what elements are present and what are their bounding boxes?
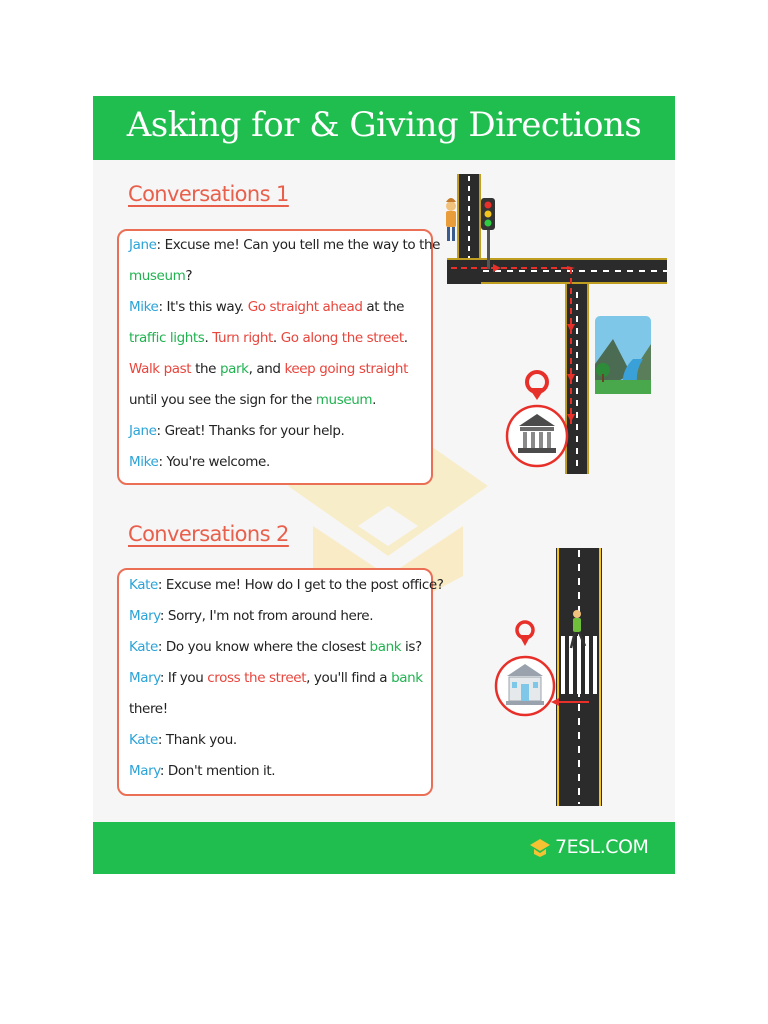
dialogue-text: : Excuse me! Can you tell me the way to the: [156, 237, 441, 253]
museum-icon: [507, 406, 567, 466]
speaker-name: Jane: [129, 423, 157, 439]
dialogue-text: .: [403, 330, 408, 346]
brand-logo[interactable]: [529, 834, 651, 862]
highlighted-phrase: Go straight ahead: [247, 299, 363, 315]
speaker-name: Mike: [129, 299, 159, 315]
speaker-name: Mary: [129, 670, 160, 686]
dialogue-text: .: [272, 330, 281, 346]
dialogue-text: , and: [248, 361, 285, 377]
dialogue-text: : Excuse me! How do I get to the post office?: [157, 577, 444, 593]
dialogue-text: there!: [129, 701, 168, 717]
highlighted-phrase: bank: [369, 639, 402, 655]
highlighted-phrase: keep going straight: [284, 361, 408, 377]
highlighted-phrase: cross the street: [207, 670, 307, 686]
dialogue-line: [129, 763, 275, 779]
map-pin-icon: [517, 622, 533, 646]
highlighted-phrase: Turn right: [212, 330, 273, 346]
dialogue-line: [129, 299, 404, 315]
dialogue-text: : You're welcome.: [158, 454, 270, 470]
dialogue-line: [129, 268, 192, 284]
dialogue-text: : Sorry, I'm not from around here.: [159, 608, 374, 624]
dialogue-line: [129, 423, 344, 439]
conversation-1-box: [117, 229, 441, 485]
highlighted-phrase: Walk past: [129, 361, 192, 377]
dialogue-text: : Great! Thanks for your help.: [156, 423, 345, 439]
highlighted-phrase: Go along the street: [280, 330, 404, 346]
directions-map-1: [443, 174, 675, 480]
dialogue-line: [129, 392, 376, 408]
infographic-poster: [93, 96, 675, 874]
header-bar: [93, 96, 675, 160]
dialogue-text: until you see the sign for the: [129, 392, 316, 408]
dialogue-line: [129, 330, 408, 346]
dialogue-line: [129, 237, 440, 253]
dialogue-text: at the: [362, 299, 405, 315]
conversation-1-heading: Conversations 1: [128, 182, 289, 206]
brand-logo-icon: [529, 836, 551, 858]
dialogue-line: [129, 701, 168, 717]
bank-icon: [496, 657, 554, 715]
speaker-name: Mike: [129, 454, 159, 470]
speaker-name: Mary: [129, 608, 160, 624]
highlighted-phrase: bank: [391, 670, 423, 686]
dialogue-line: [129, 639, 422, 655]
dialogue-text: .: [204, 330, 213, 346]
speaker-name: Kate: [129, 732, 158, 748]
dialogue-line: [129, 670, 423, 686]
dialogue-text: : Do you know where the closest: [157, 639, 370, 655]
route-path: [451, 268, 571, 424]
speaker-name: Mary: [129, 763, 160, 779]
highlighted-phrase: museum: [129, 268, 186, 284]
speaker-name: Jane: [129, 237, 157, 253]
conversation-2-heading: Conversations 2: [128, 522, 289, 546]
brand-name: 7ESL.COM: [555, 836, 649, 858]
dialogue-line: [129, 361, 408, 377]
speaker-name: Kate: [129, 639, 158, 655]
dialogue-text: : Thank you.: [157, 732, 237, 748]
speaker-name: Kate: [129, 577, 158, 593]
park-icon: [595, 316, 651, 394]
map-pin-icon: [527, 372, 547, 400]
directions-map-2: [489, 536, 619, 810]
dialogue-text: : It's this way.: [158, 299, 248, 315]
person-icon: [446, 198, 456, 241]
dialogue-text: : Don't mention it.: [159, 763, 276, 779]
conversation-2-box: [117, 568, 444, 796]
dialogue-text: , you'll find a: [306, 670, 392, 686]
dialogue-line: [129, 608, 373, 624]
dialogue-text: : If you: [159, 670, 208, 686]
dialogue-line: [129, 732, 237, 748]
highlighted-phrase: traffic lights: [129, 330, 205, 346]
page-title: Asking for & Giving Directions: [126, 105, 642, 145]
highlighted-phrase: museum: [315, 392, 373, 408]
dialogue-line: [129, 577, 444, 593]
highlighted-phrase: park: [219, 361, 249, 377]
dialogue-line: [129, 454, 270, 470]
footer-bar: [93, 822, 675, 874]
dialogue-text: ?: [185, 268, 193, 284]
dialogue-text: the: [191, 361, 220, 377]
dialogue-text: .: [372, 392, 377, 408]
dialogue-text: is?: [401, 639, 422, 655]
